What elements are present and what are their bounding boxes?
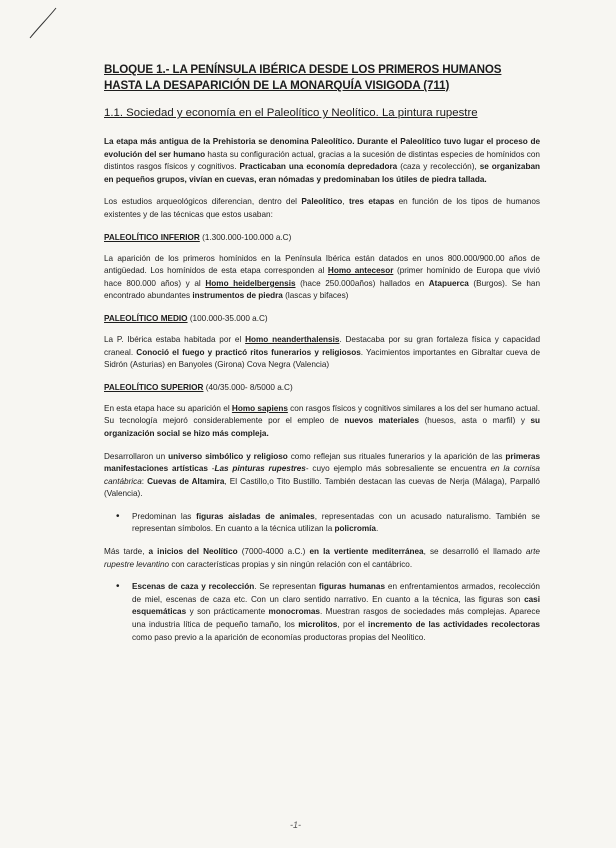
intro-text-2: hasta su configuración actual, gracias a la sucesión de distintas especies de homínidos con distintos rasgos físicos y cognitivos. (104, 149, 540, 172)
bullet2-monocromas: monocromas (268, 607, 320, 617)
symbolic-paragraph (104, 451, 540, 501)
neolitico-vertiente: en la vertiente mediterránea (309, 547, 424, 557)
medio-name: PALEOLÍTICO MEDIO (104, 313, 188, 323)
superior-homo-sapiens: Homo sapiens (231, 403, 288, 413)
block-title: BLOQUE 1.- LA PENÍNSULA IBÉRICA DESDE LOS PRIMEROS HUMANOS HASTA LA DESAPARICIÓN DE LA MONARQUÍA VISIGODA (711) (104, 63, 502, 92)
neolitico-paragraph (104, 546, 540, 571)
bullet2-text-6: y son prácticamente (186, 607, 269, 617)
heading-paleolitico-inferior (104, 232, 540, 244)
symbolic-text-7: - cuyo ejemplo más sobresaliente se encuentra (305, 464, 491, 474)
neolitico-text-5: , se desarrolló el llamado (423, 547, 526, 557)
bullet2-microlitos: microlitos (298, 620, 338, 630)
superior-text-1: En esta etapa hace su aparición el (104, 403, 232, 413)
inferior-text-1: La aparición de los primeros homínidos en la Península Ibérica están datados en unos 800.000/900.00 años de antigüedad. Los homínidos de esta etapa corresponden al (104, 253, 540, 276)
inferior-dates: (1.300.000-100.000 a.C) (199, 232, 292, 242)
medio-homo-neanderthalensis: Homo neanderthalensis (245, 334, 340, 344)
inferior-homo-antecesor: Homo antecesor (327, 266, 394, 276)
medio-fuego-ritos: Conoció el fuego y practicó ritos funerarios y religiosos (136, 347, 361, 357)
bullet1-text-3: , representadas con un acusado naturalismo. También se representan símbolos. En cuanto a la técnica utilizan la (132, 511, 540, 534)
medio-paragraph (104, 334, 540, 372)
intro-paragraph (104, 136, 540, 186)
inferior-instrumentos: instrumentos de piedra (192, 291, 283, 301)
stages-bold-4: tres etapas (348, 197, 395, 207)
inferior-paragraph (104, 253, 540, 303)
bullet1-text-1: Predominan las (132, 511, 197, 521)
bullet2-esquematicas: casi esquemáticas (132, 594, 540, 617)
inferior-text-9: (lascas y bifaces) (282, 291, 349, 301)
inferior-text-3: (primer homínido de Europa que vivió hace 800.000 años) y al (104, 266, 541, 288)
neolitico-text-7: con características propias y sin ningún relación con el cantábrico. (169, 559, 413, 569)
bullet2-text-2: . Se representan (254, 582, 319, 592)
stages-text-1: Los estudios arqueológicos diferencian, dentro del (104, 197, 302, 207)
superior-nuevos-materiales: nuevos materiales (344, 416, 420, 426)
symbolic-text-11: , El Castillo,o Tito Bustillo. También destacan las cuevas de Nerja (Málaga), Parpalló (Valencia). (104, 476, 540, 499)
symbolic-text-9: : (141, 476, 148, 486)
stages-text-3: , (342, 197, 349, 207)
bullet1-figuras-aisladas: figuras aisladas de animales (196, 511, 315, 521)
pen-stroke-mark (28, 6, 58, 40)
intro-bold-5: se organizaban en pequeños grupos, vivían en cuevas, eran nómadas y predominaban los útiles de piedra tallada. (104, 162, 540, 184)
symbolic-universo: universo simbólico y religioso (168, 451, 288, 461)
symbolic-pinturas-rupestres: Las pinturas rupestres (214, 464, 306, 474)
document-content (104, 62, 540, 654)
symbolic-text-3: como reflejan sus rituales funerarios y la aparición de las (287, 451, 506, 461)
medio-dates: (100.000-35.000 a.C) (187, 313, 268, 323)
neolitico-text-1: Más tarde, (104, 547, 149, 557)
intro-text-4: (caza y recolección), (397, 162, 480, 172)
symbolic-text-1: Desarrollaron un (104, 451, 169, 461)
bullet2-figuras-humanas: figuras humanas (318, 582, 386, 592)
bullet2-text-12: como paso previo a la aparición de economías productoras propias del Neolítico. (132, 632, 426, 642)
list-neolitico-art (104, 581, 540, 644)
bullet2-incremento: incremento de las actividades recolectoras (368, 620, 540, 630)
superior-text-5: (huesos, asta o marfil) y (419, 416, 531, 426)
list-item (132, 581, 540, 644)
bullet2-text-10: , por el (337, 620, 369, 630)
neolitico-inicios: a inicios del Neolítico (148, 547, 238, 557)
superior-text-3: con rasgos físicos y cognitivos similares a los del ser humano actual. Su tecnología mejoró considerablemente por el empleo de (104, 403, 541, 426)
bullet2-escenas: Escenas de caza y recolección (132, 582, 255, 592)
symbolic-manifestaciones: primeras manifestaciones artísticas (104, 451, 540, 474)
bullet1-policromia: policromía (334, 524, 376, 534)
inferior-name: PALEOLÍTICO INFERIOR (104, 232, 200, 242)
heading-paleolitico-medio (104, 313, 540, 325)
intro-bold-1: La etapa más antigua de la Prehistoria se denomina Paleolítico. Durante el Paleolítico tuvo lugar el proceso de evolución del ser humano (104, 137, 540, 159)
section-subtitle: 1.1. Sociedad y economía en el Paleolítico y Neolítico. La pintura rupestre (104, 107, 478, 119)
neolitico-text-3: (7000-4000 a.C.) (237, 547, 310, 557)
medio-text-3: . Destacaba por su gran fortaleza física y capacidad craneal. (104, 334, 540, 357)
superior-organizacion: su organización social se hizo más compleja. (104, 416, 540, 438)
bullet1-text-5: . (375, 524, 379, 534)
bullet2-text-4: en enfrentamientos armados, recolección de miel, escenas de caza etc. Con un claro sentido narrativo. En cuanto a la técnica, las figuras son (132, 582, 540, 604)
intro-bold-3: Practicaban una economía depredadora (239, 162, 398, 172)
symbolic-text-5: - (207, 464, 215, 474)
symbolic-altamira: Cuevas de Altamira (147, 476, 225, 486)
stages-text-5: en función de los tipos de humanos existentes y de las técnicas que estos usaban: (104, 197, 540, 219)
medio-text-5: . Yacimientos importantes en Gibraltar cueva de Sidrón (Asturias) en Banyoles (Girona) Cova Negra (Valencia) (104, 347, 540, 370)
neolitico-arte-levantino: arte rupestre levantino (104, 547, 540, 569)
stages-paragraph (104, 196, 540, 221)
list-paleolitico-art (104, 511, 540, 536)
bullet2-text-8: . Muestran rasgos de sociedades más complejas. Aparece una industria lítica de pequeño tamaño, los (132, 607, 540, 630)
inferior-atapuerca: Atapuerca (428, 278, 469, 288)
medio-text-1: La P. Ibérica estaba habitada por el (104, 334, 246, 344)
inferior-homo-heidelbergensis: Homo heidelbergensis (205, 278, 296, 288)
inferior-text-5: (hace 250.000años) hallados en (295, 278, 429, 288)
superior-dates: (40/35.000- 8/5000 a.C) (203, 382, 293, 392)
heading-paleolitico-superior (104, 382, 540, 394)
list-item (132, 511, 540, 536)
stages-bold-2: Paleolítico (301, 197, 343, 207)
symbolic-cornisa: en la cornisa cantábrica (104, 464, 540, 486)
inferior-text-7: (Burgos). Se han encontrado abundantes (104, 278, 540, 301)
superior-paragraph (104, 403, 540, 441)
page-number: -1- (290, 820, 301, 830)
superior-name: PALEOLÍTICO SUPERIOR (104, 382, 204, 392)
